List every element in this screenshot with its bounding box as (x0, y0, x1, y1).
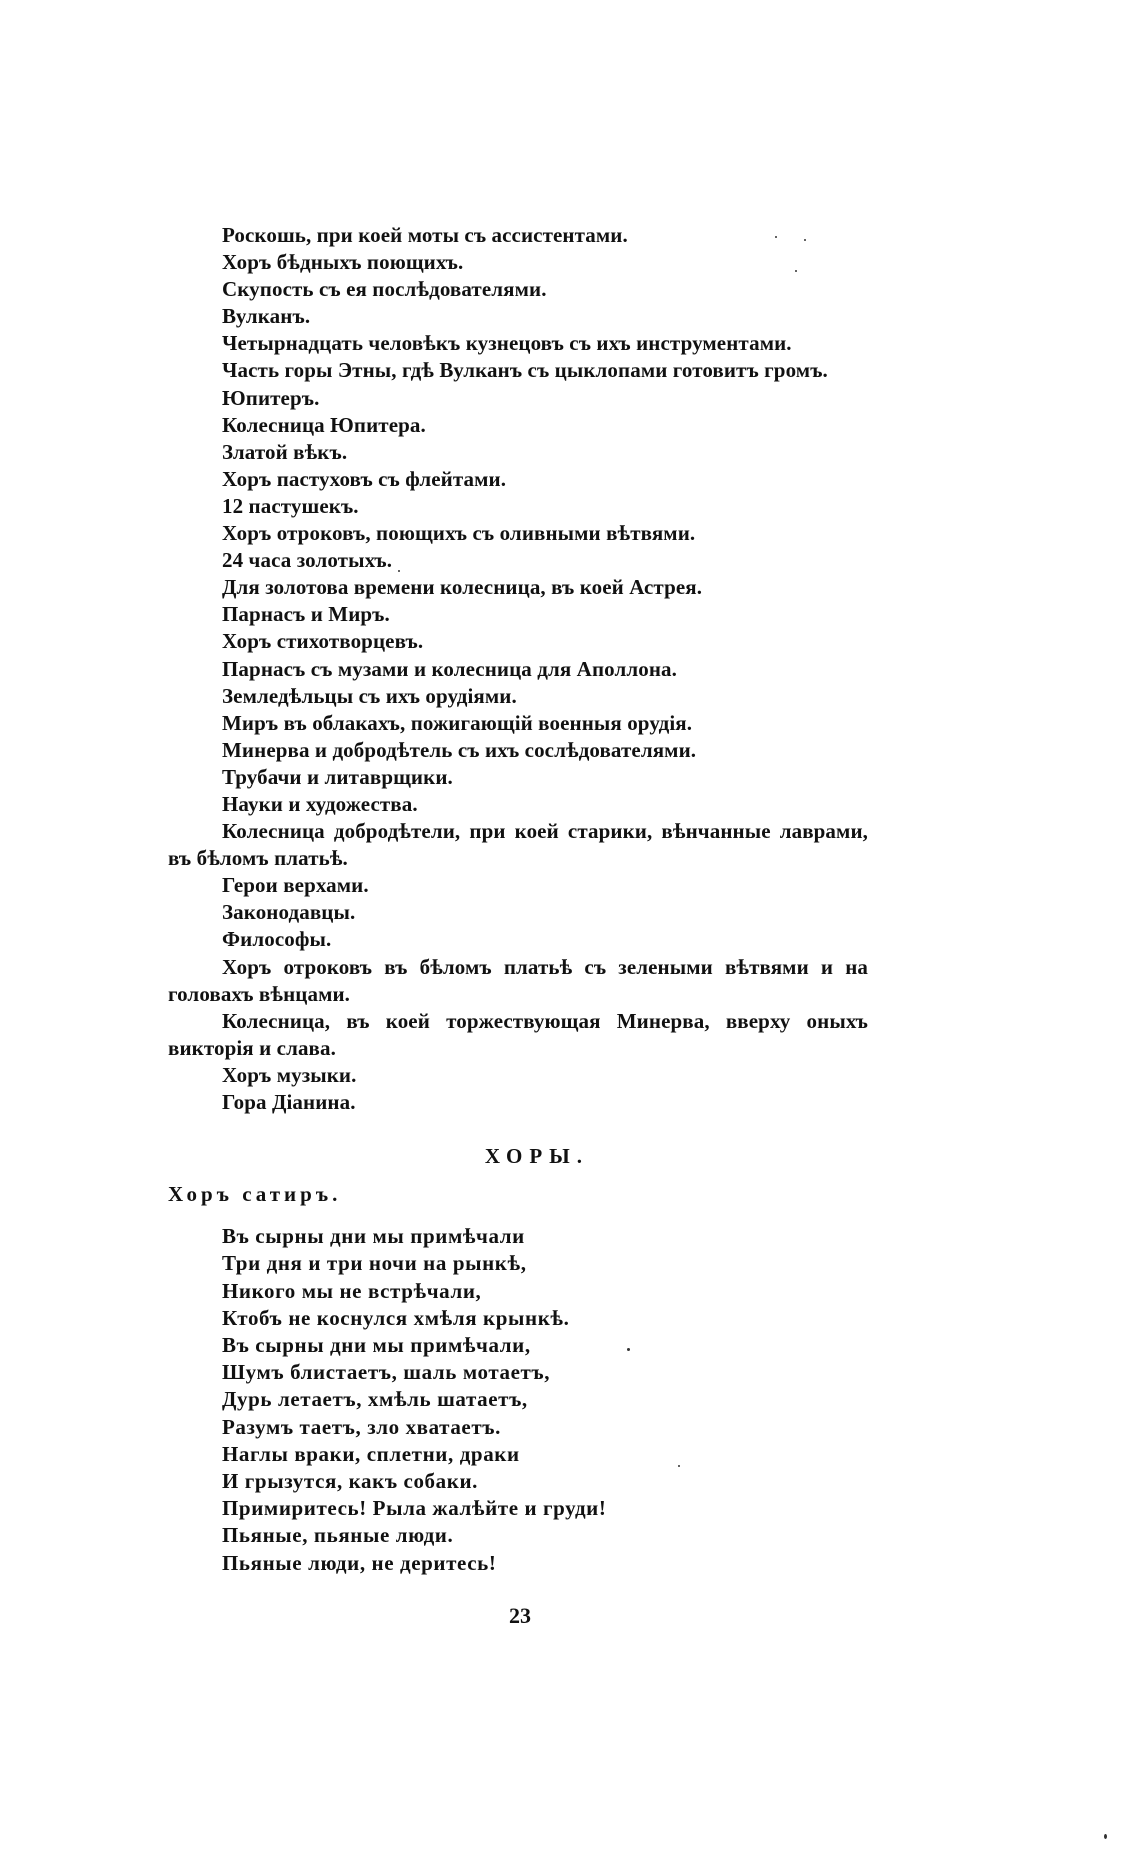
list-item: 12 пастушекъ. (222, 493, 359, 518)
chorus-title: Хоръ сатиръ. (168, 1182, 342, 1207)
list-item: Скупость съ ея послѣдователями. (222, 277, 547, 302)
list-item: Хоръ стихотворцевъ. (222, 629, 424, 654)
list-item: Законодавцы. (222, 900, 356, 925)
list-item: Философы. (222, 927, 332, 952)
verse-line: Никого мы не встрѣчали, (222, 1278, 482, 1303)
list-item: Парнасъ съ музами и колесница для Аполлона. (222, 656, 677, 681)
list-item: Часть горы Этны, гдѣ Вулканъ съ цыклопами готовитъ громъ. (222, 358, 828, 383)
verse-line: Дурь летаетъ, хмѣль шатаетъ, (222, 1387, 528, 1412)
list-item: Хоръ музыки. (222, 1062, 357, 1087)
list-item: Гора Діанина. (222, 1090, 356, 1114)
list-item: Герои верхами. (222, 873, 369, 898)
verse-line: Шумъ блистаетъ, шаль мотаетъ, (222, 1360, 551, 1385)
scan-speck (1104, 1834, 1107, 1839)
scan-speck (627, 1348, 630, 1351)
list-item: Для золотова времени колесница, въ коей Астрея. (222, 575, 703, 600)
list-item: Хоръ бѣдныхъ поющихъ. (222, 250, 464, 275)
list-item: Хоръ отроковъ, поющихъ съ оливными вѣтвями. (222, 521, 696, 546)
list-item: Миръ въ облакахъ, пожигающій военныя орудія. (222, 710, 693, 735)
list-item: Трубачи и литаврщики. (222, 764, 453, 789)
verse-line: Разумъ таетъ, зло хватаетъ. (222, 1414, 501, 1439)
list-item: Хоръ отроковъ въ бѣломъ платьѣ съ зелеными вѣтвями и на головахъ вѣнцами. (168, 954, 868, 1006)
page-number: 23 (509, 1603, 531, 1628)
verse-line: Въ сырны дни мы примѣчали, (222, 1332, 531, 1357)
verse-line: И грызутся, какъ собаки. (222, 1468, 478, 1493)
verse-line: Пьяные, пьяные люди. (222, 1523, 454, 1548)
scan-speck (398, 570, 400, 572)
page-body (168, 222, 868, 1577)
list-item: Четырнадцать человѣкъ кузнецовъ съ ихъ инструментами. (222, 331, 792, 356)
list-item: Роскошь, при коей моты съ ассистентами. (222, 223, 628, 247)
verse-block (222, 1223, 868, 1577)
scan-speck (804, 239, 806, 241)
section-heading: ХОРЫ. (484, 1144, 590, 1169)
list-item: Хоръ пастуховъ съ флейтами. (222, 466, 507, 491)
verse-line: Пьяные люди, не деритесь! (222, 1550, 497, 1575)
verse-line: Въ сырны дни мы примѣчали (222, 1224, 525, 1249)
list-item: Земледѣльцы съ ихъ орудіями. (222, 683, 517, 708)
list-item: Юпитеръ. (222, 385, 320, 410)
scan-speck (775, 236, 777, 238)
verse-line: Ктобъ не коснулся хмѣля крынкѣ. (222, 1305, 570, 1330)
procession-list (168, 222, 868, 1116)
list-item: Минерва и добродѣтель съ ихъ сослѣдователями. (222, 737, 697, 762)
list-item: Златой вѣкъ. (222, 439, 348, 464)
list-item: Вулканъ. (222, 304, 311, 329)
scan-speck (678, 1465, 680, 1467)
list-item: Науки и художества. (222, 791, 418, 816)
verse-line: Примиритесь! Рыла жалѣйте и груди! (222, 1496, 607, 1521)
list-item: Колесница, въ коей торжествующая Минерва, вверху оныхъ викторія и слава. (168, 1008, 868, 1060)
list-item: Парнасъ и Миръ. (222, 602, 390, 627)
list-item: Колесница Юпитера. (222, 412, 426, 437)
list-item: Колесница добродѣтели, при коей старики, вѣнчанные лаврами, въ бѣломъ платьѣ. (168, 819, 868, 871)
scan-speck (795, 270, 797, 272)
verse-line: Наглы враки, сплетни, драки (222, 1441, 520, 1466)
list-item: 24 часа золотыхъ. (222, 548, 393, 573)
verse-line: Три дня и три ночи на рынкѣ, (222, 1251, 527, 1276)
